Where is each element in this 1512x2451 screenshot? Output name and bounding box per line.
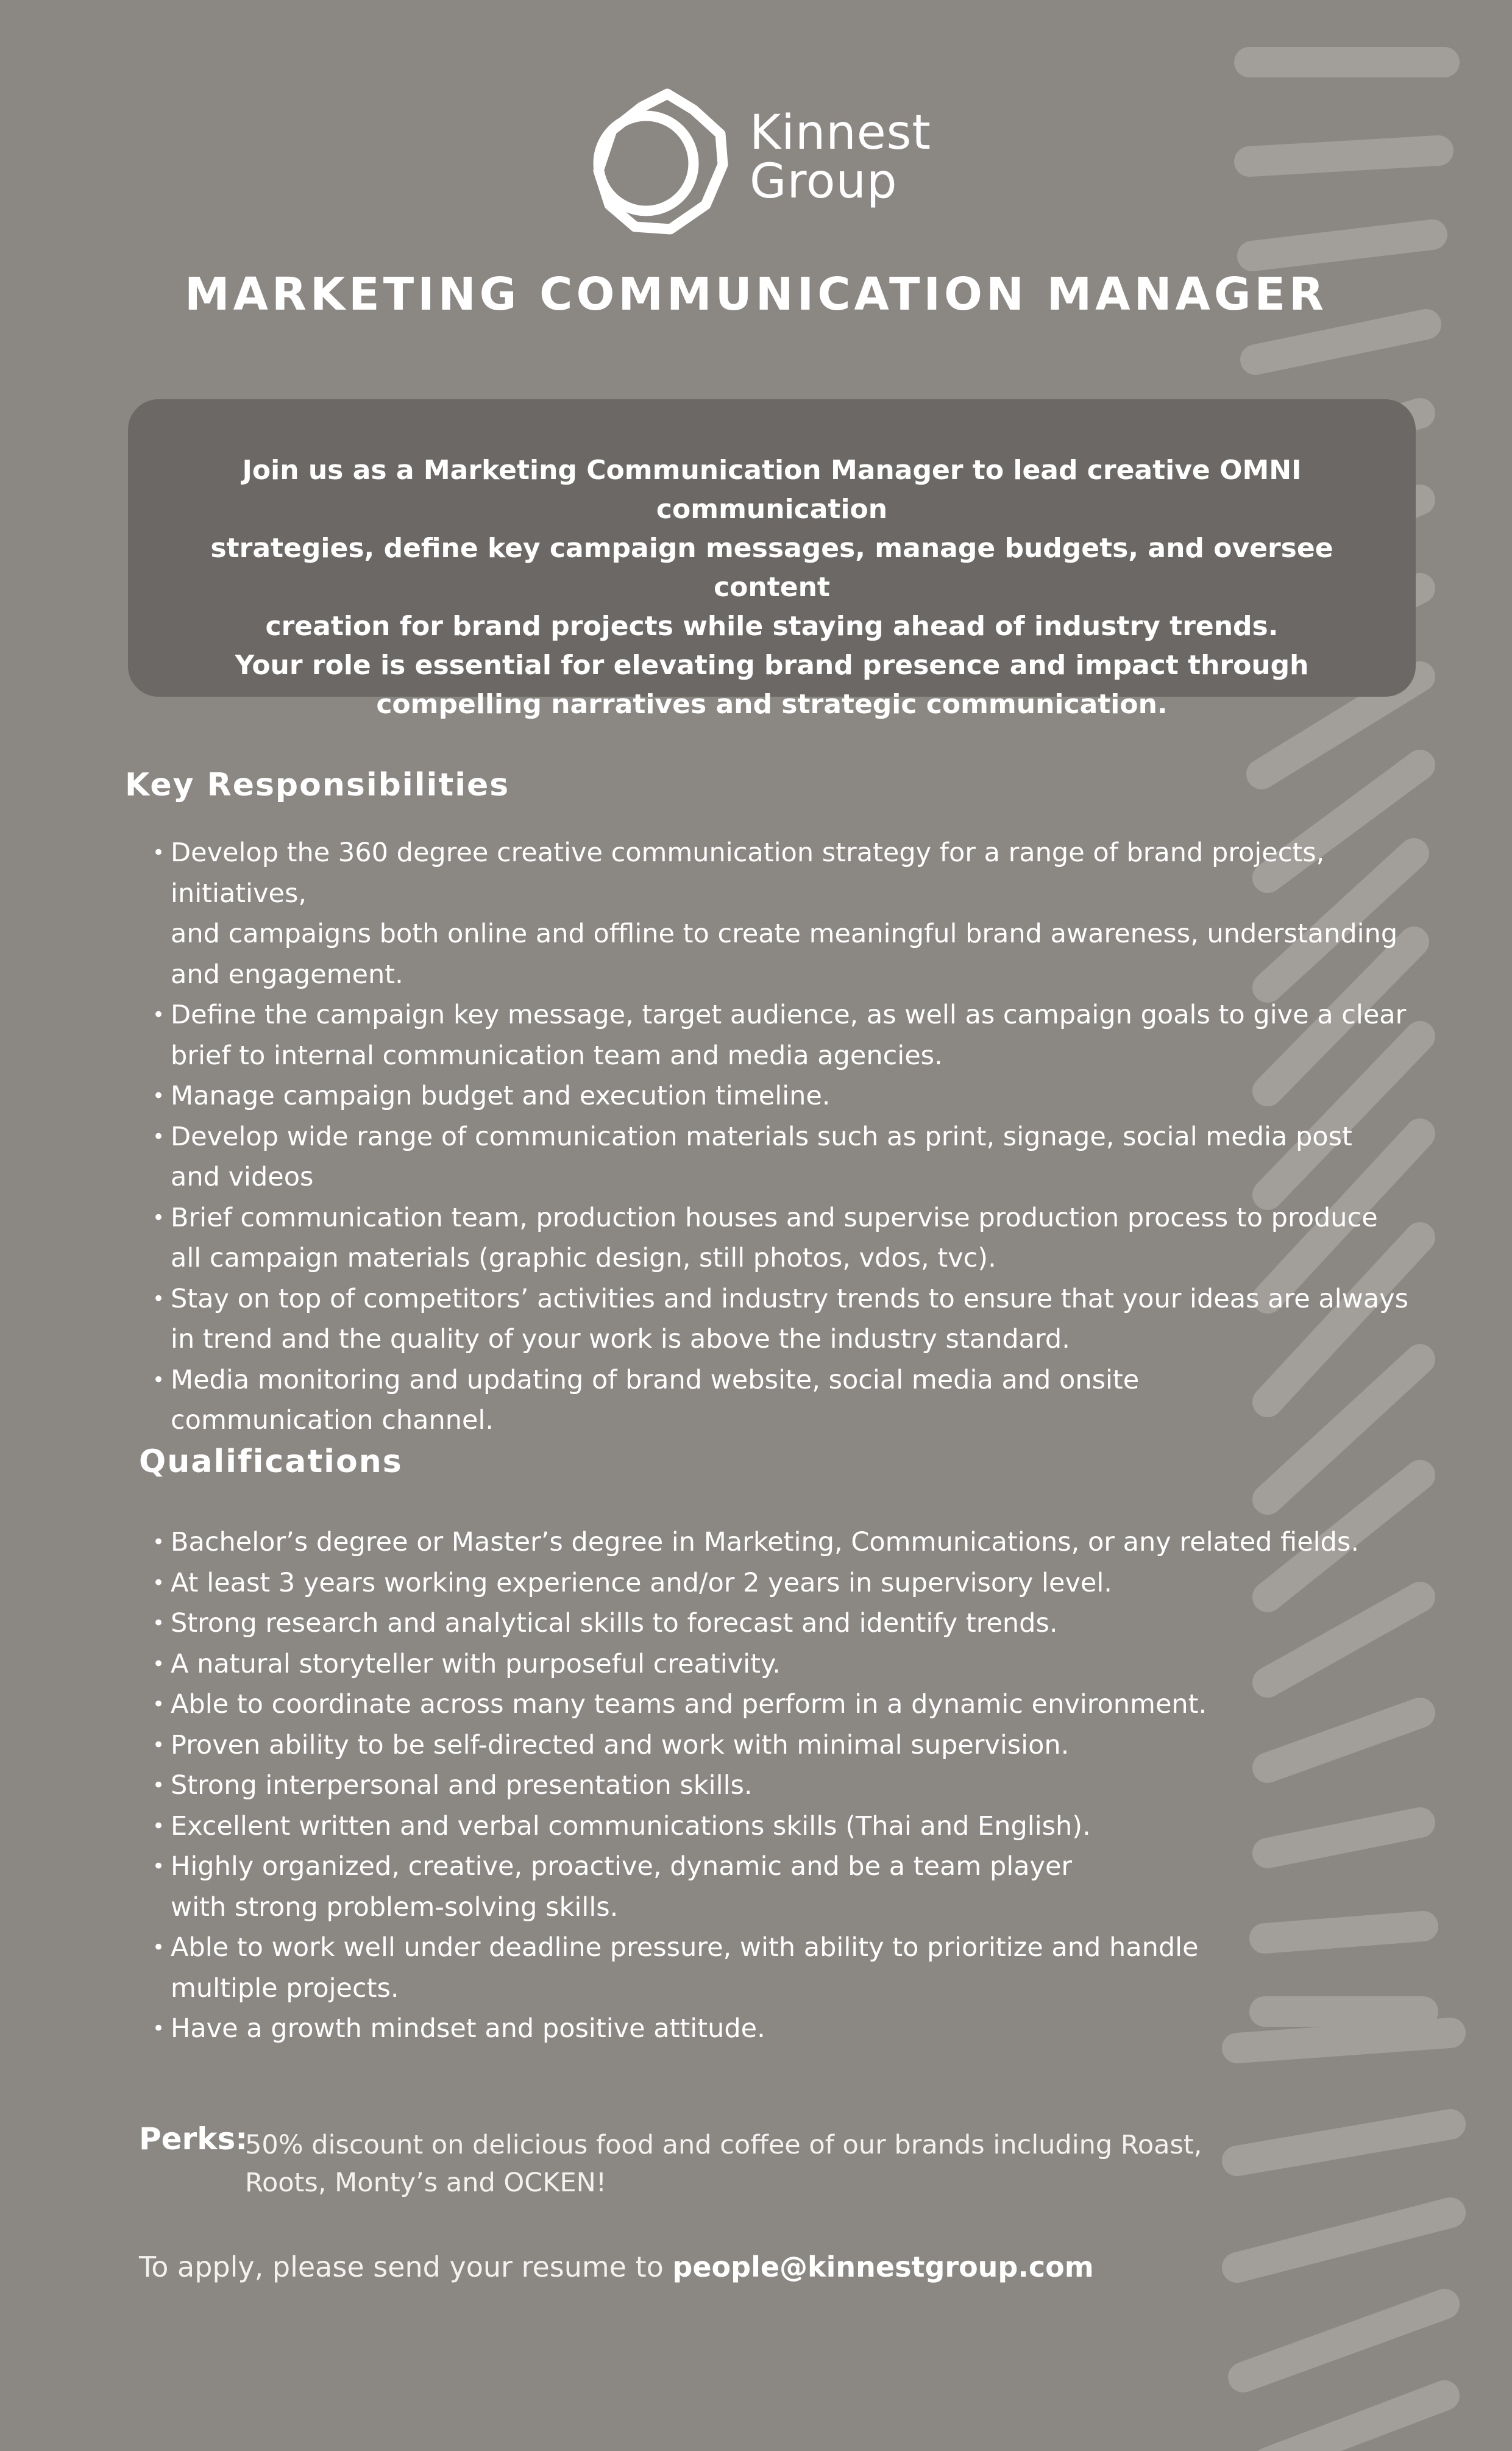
list-item: • Define the campaign key message, target audience, as well as campaign goals to give a clear brief to internal communication team and media agencies.	[152, 995, 1463, 1076]
perks-label: Perks:	[139, 2121, 248, 2157]
company-name-line-1: Kinnest	[750, 105, 931, 160]
list-item: • Strong interpersonal and presentation skills.	[152, 1765, 1463, 1806]
responsibilities-heading: Key Responsibilities	[125, 767, 510, 803]
list-item: • Manage campaign budget and execution timeline.	[152, 1076, 1463, 1117]
list-item: • Media monitoring and updating of brand website, social media and onsite communication channel.	[152, 1360, 1463, 1441]
list-item: • Strong research and analytical skills to forecast and identify trends.	[152, 1603, 1463, 1644]
list-item: • Able to coordinate across many teams and perform in a dynamic environment.	[152, 1684, 1463, 1725]
qualifications-heading: Qualifications	[139, 1443, 403, 1480]
list-item: • Bachelor’s degree or Master’s degree in Marketing, Communications, or any related fields.	[152, 1522, 1463, 1563]
perks-text: 50% discount on delicious food and coffee of our brands including Roast, Roots, Monty’s and OCKEN!	[245, 2130, 1202, 2198]
company-name	[750, 105, 931, 209]
apply-text: To apply, please send your resume to	[139, 2250, 673, 2283]
kinnest-logo-icon	[585, 85, 744, 238]
list-item: • Excellent written and verbal communications skills (Thai and English).	[152, 1806, 1463, 1847]
list-item: • A natural storyteller with purposeful creativity.	[152, 1644, 1463, 1685]
list-item: • Brief communication team, production houses and supervise production process to produce all campaign materials (graphic design, still photos, vdos, tvc).	[152, 1198, 1463, 1279]
qualifications-list	[152, 1522, 1463, 2049]
responsibilities-list	[152, 833, 1463, 1441]
list-item: • Proven ability to be self-directed and work with minimal supervision.	[152, 1725, 1463, 1766]
company-logo	[585, 85, 932, 238]
company-name-line-2: Group	[750, 154, 898, 209]
list-item: • At least 3 years working experience and/or 2 years in supervisory level.	[152, 1563, 1463, 1604]
list-item: • Develop the 360 degree creative communication strategy for a range of brand projects, initiatives, and campaigns both online and offline to create meaningful brand awareness, understanding and engagement.	[152, 833, 1463, 995]
list-item: • Highly organized, creative, proactive, dynamic and be a team player with strong problem-solving skills.	[152, 1846, 1463, 1927]
job-title: MARKETING COMMUNICATION MANAGER	[184, 268, 1328, 321]
intro-text: Join us as a Marketing Communication Manager to lead creative OMNI communication strategies, define key campaign messages, manage budgets, and oversee content creation for brand projects while staying ahead of industry trends. Your role is essential for elevating brand presence and impact through compelling narratives and strategic communication.	[210, 455, 1333, 720]
apply-email-link[interactable]: people@kinnestgroup.com	[672, 2250, 1094, 2283]
intro-box	[128, 399, 1416, 720]
list-item: • Stay on top of competitors’ activities and industry trends to ensure that your ideas are always in trend and the quality of your work is above the industry standard.	[152, 1279, 1463, 1360]
list-item: • Able to work well under deadline pressure, with ability to prioritize and handle multiple projects.	[152, 1927, 1463, 2008]
list-item: • Develop wide range of communication materials such as print, signage, social media post and videos	[152, 1117, 1463, 1198]
list-item: • Have a growth mindset and positive attitude.	[152, 2008, 1463, 2049]
apply-instructions	[139, 2250, 1094, 2283]
